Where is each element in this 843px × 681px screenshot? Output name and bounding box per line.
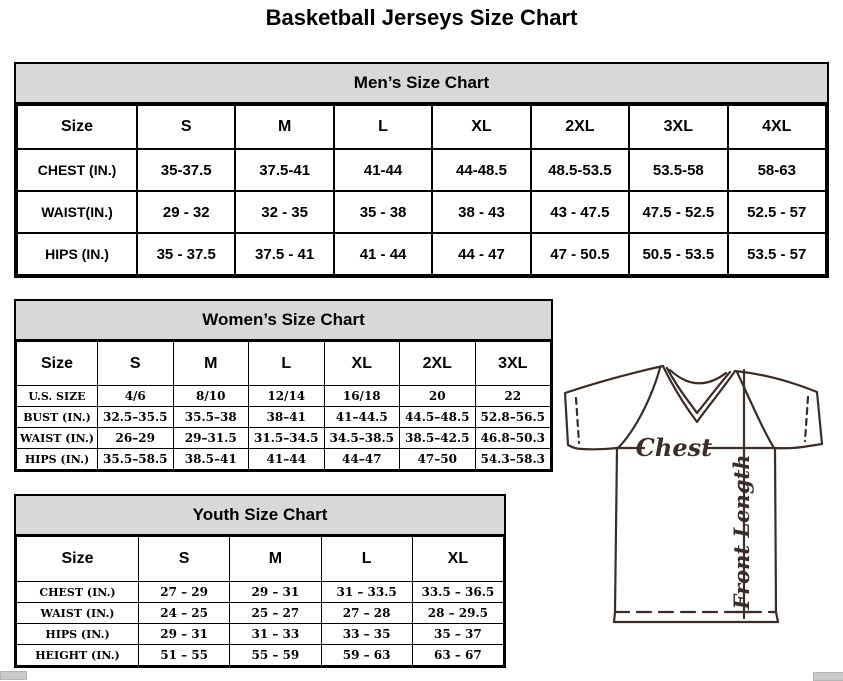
row-label: WAIST (IN.)	[17, 603, 139, 624]
row-label: CHEST (IN.)	[17, 582, 139, 603]
size-value-cell: 31 – 33	[230, 624, 321, 645]
size-value-cell: 29 – 31	[230, 582, 321, 603]
table-row	[17, 149, 826, 191]
size-value-cell: 25 – 27	[230, 603, 321, 624]
column-header-xl: XL	[324, 342, 400, 386]
jersey-collar-curve	[670, 370, 726, 383]
column-header-xl: XL	[432, 105, 530, 149]
size-value-cell: 47–50	[400, 449, 476, 470]
size-value-cell: 22	[475, 386, 551, 407]
size-value-cell: 43 - 47.5	[531, 191, 629, 233]
size-value-cell: 35 - 37.5	[137, 233, 235, 275]
size-value-cell: 54.3–58.3	[475, 449, 551, 470]
table-row	[17, 191, 826, 233]
size-value-cell: 41-44	[334, 149, 432, 191]
size-value-cell: 29–31.5	[173, 428, 249, 449]
size-column-header: Size	[17, 105, 137, 149]
size-value-cell: 35-37.5	[137, 149, 235, 191]
row-label: HIPS (IN.)	[17, 624, 139, 645]
column-header-3xl: 3XL	[475, 342, 551, 386]
size-value-cell: 16/18	[324, 386, 400, 407]
size-value-cell: 53.5 - 57	[728, 233, 826, 275]
jersey-right-seam	[737, 372, 774, 448]
front-length-label: Front Length	[729, 454, 754, 610]
size-value-cell: 35.5–58.5	[98, 449, 174, 470]
table-row	[17, 407, 551, 428]
size-value-cell: 4/6	[98, 386, 174, 407]
womens-size-chart-table	[14, 299, 553, 472]
column-header-3xl: 3XL	[629, 105, 727, 149]
size-value-cell: 59 – 63	[321, 645, 412, 666]
jersey-outline	[565, 366, 822, 622]
size-value-cell: 38 - 43	[432, 191, 530, 233]
mens-table-header	[16, 64, 827, 104]
size-value-cell: 52.8–56.5	[475, 407, 551, 428]
size-value-cell: 37.5 - 41	[235, 233, 333, 275]
jersey-right-cuff-dashed-line	[805, 397, 808, 441]
column-header-s: S	[139, 537, 230, 582]
size-value-cell: 27 – 29	[139, 582, 230, 603]
column-header-4xl: 4XL	[728, 105, 826, 149]
size-value-cell: 51 – 55	[139, 645, 230, 666]
table-row	[17, 233, 826, 275]
size-value-cell: 63 – 67	[412, 645, 503, 666]
size-value-cell: 35.5–38	[173, 407, 249, 428]
column-header-xl: XL	[412, 537, 503, 582]
column-header-l: L	[249, 342, 325, 386]
page-title: Basketball Jerseys Size Chart	[265, 5, 578, 30]
size-value-cell: 44.5–48.5	[400, 407, 476, 428]
table-row	[17, 386, 551, 407]
size-value-cell: 29 – 31	[139, 624, 230, 645]
size-value-cell: 35 – 37	[412, 624, 503, 645]
size-value-cell: 20	[400, 386, 476, 407]
column-header-2xl: 2XL	[531, 105, 629, 149]
scrollbar-corner-fragment[interactable]	[813, 672, 843, 681]
mens-size-chart-table	[14, 62, 829, 278]
table-row	[17, 449, 551, 470]
size-value-cell: 12/14	[249, 386, 325, 407]
size-value-cell: 33.5 – 36.5	[412, 582, 503, 603]
youth-table-header	[16, 496, 504, 536]
size-value-cell: 32.5–35.5	[98, 407, 174, 428]
size-value-cell: 34.5–38.5	[324, 428, 400, 449]
row-label: HIPS (IN.)	[17, 449, 98, 470]
table-row	[17, 603, 504, 624]
size-value-cell: 8/10	[173, 386, 249, 407]
row-label: WAIST (IN.)	[17, 428, 98, 449]
column-header-m: M	[173, 342, 249, 386]
size-value-cell: 38–41	[249, 407, 325, 428]
size-value-cell: 35 - 38	[334, 191, 432, 233]
youth-table-title: Youth Size Chart	[192, 505, 328, 524]
row-label: CHEST (IN.)	[17, 149, 137, 191]
size-value-cell: 33 – 35	[321, 624, 412, 645]
size-value-cell: 41–44.5	[324, 407, 400, 428]
table-row	[17, 624, 504, 645]
size-value-cell: 44–47	[324, 449, 400, 470]
column-header-l: L	[321, 537, 412, 582]
row-label: HEIGHT (IN.)	[17, 645, 139, 666]
row-label: WAIST(IN.)	[17, 191, 137, 233]
size-value-cell: 53.5-58	[629, 149, 727, 191]
size-value-cell: 27 – 28	[321, 603, 412, 624]
column-header-2xl: 2XL	[400, 342, 476, 386]
table-row	[17, 582, 504, 603]
size-column-header: Size	[17, 537, 139, 582]
size-value-cell: 52.5 - 57	[728, 191, 826, 233]
size-value-cell: 50.5 - 53.5	[629, 233, 727, 275]
size-value-cell: 48.5-53.5	[531, 149, 629, 191]
jersey-measurement-diagram	[558, 360, 843, 630]
row-label: U.S. SIZE	[17, 386, 98, 407]
size-value-cell: 44-48.5	[432, 149, 530, 191]
column-header-m: M	[235, 105, 333, 149]
size-value-cell: 41–44	[249, 449, 325, 470]
womens-table-header	[16, 301, 551, 341]
size-value-cell: 24 – 25	[139, 603, 230, 624]
womens-table-title: Women’s Size Chart	[202, 310, 365, 329]
table-row	[17, 428, 551, 449]
column-header-m: M	[230, 537, 321, 582]
size-value-cell: 44 - 47	[432, 233, 530, 275]
chest-label: Chest	[635, 433, 713, 462]
size-column-header: Size	[17, 342, 98, 386]
size-value-cell: 38.5–41	[173, 449, 249, 470]
size-value-cell: 37.5-41	[235, 149, 333, 191]
size-value-cell: 31 – 33.5	[321, 582, 412, 603]
size-value-cell: 31.5–34.5	[249, 428, 325, 449]
row-label: BUST (IN.)	[17, 407, 98, 428]
row-label: HIPS (IN.)	[17, 233, 137, 275]
mens-table-title: Men’s Size Chart	[353, 73, 490, 92]
size-value-cell: 32 - 35	[235, 191, 333, 233]
size-value-cell: 29 - 32	[137, 191, 235, 233]
size-value-cell: 28 – 29.5	[412, 603, 503, 624]
column-header-s: S	[98, 342, 174, 386]
size-value-cell: 47.5 - 52.5	[629, 191, 727, 233]
size-value-cell: 26–29	[98, 428, 174, 449]
column-header-s: S	[137, 105, 235, 149]
column-header-l: L	[334, 105, 432, 149]
size-value-cell: 58-63	[728, 149, 826, 191]
size-value-cell: 38.5–42.5	[400, 428, 476, 449]
size-value-cell: 41 - 44	[334, 233, 432, 275]
size-value-cell: 55 – 59	[230, 645, 321, 666]
size-value-cell: 46.8–50.3	[475, 428, 551, 449]
table-row	[17, 645, 504, 666]
jersey-left-cuff-dashed-line	[576, 398, 579, 443]
size-value-cell: 47 - 50.5	[531, 233, 629, 275]
youth-size-chart-table	[14, 494, 506, 668]
